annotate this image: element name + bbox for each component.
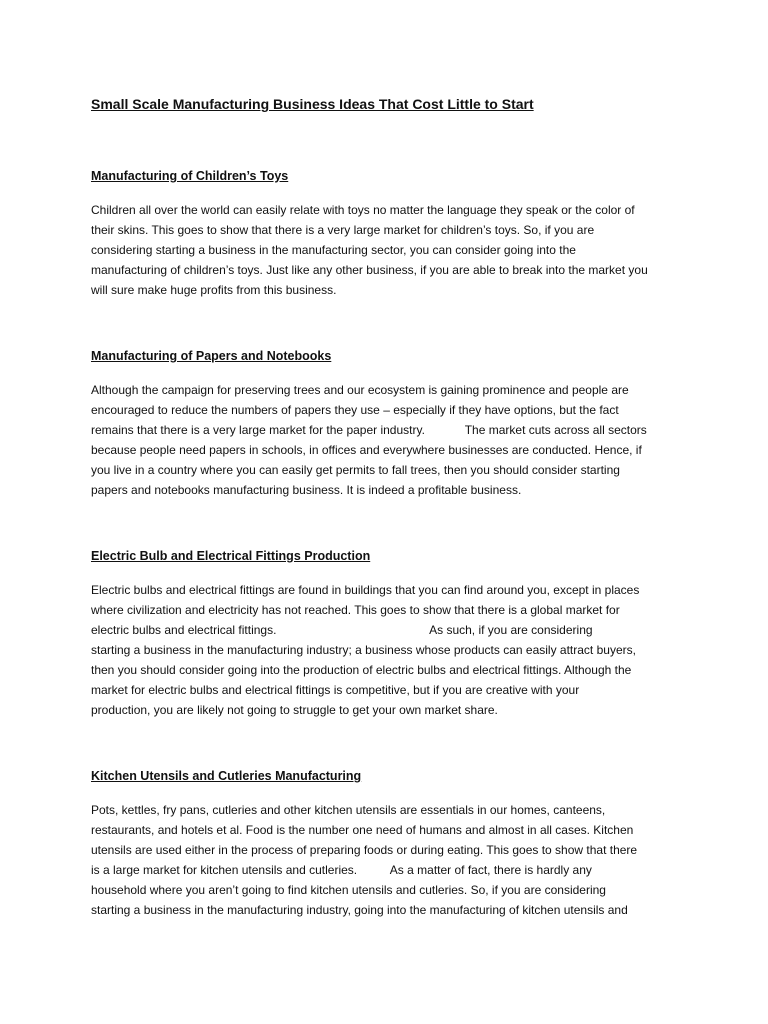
paragraph-line: Children all over the world can easily relate with toys no matter the language they speak or the color of	[91, 203, 635, 217]
paragraph-line: then you should consider going into the production of electric bulbs and electrical fittings. Although the	[91, 663, 632, 677]
section-paragraph-papers-notebooks	[91, 380, 731, 500]
section-heading-papers-notebooks: Manufacturing of Papers and Notebooks	[91, 349, 332, 363]
paragraph-line: utensils are used either in the process of preparing foods or during eating. This goes to show that there	[91, 843, 638, 857]
section-heading-kitchen-utensils: Kitchen Utensils and Cutleries Manufacturing	[91, 769, 362, 783]
paragraph-line: manufacturing of children’s toys. Just like any other business, if you are able to break into the market you	[91, 263, 648, 277]
paragraph-line: their skins. This goes to show that there is a very large market for children’s toys. So, if you are	[91, 223, 595, 237]
paragraph-line: Pots, kettles, fry pans, cutleries and other kitchen utensils are essentials in our homes, canteens,	[91, 803, 606, 817]
paragraph-line: is a large market for kitchen utensils and cutleries. As a matter of fact, there is hardly any	[91, 863, 592, 877]
paragraph-line: production, you are likely not going to struggle to get your own market share.	[91, 703, 498, 717]
paragraph-line: encouraged to reduce the numbers of papers they use – especially if they have options, but the fact	[91, 403, 619, 417]
document-title: Small Scale Manufacturing Business Ideas That Cost Little to Start	[91, 96, 534, 112]
paragraph-line: starting a business in the manufacturing industry, going into the manufacturing of kitchen utensils and	[91, 903, 628, 917]
paragraph-line: household where you aren’t going to find kitchen utensils and cutleries. So, if you are considering	[91, 883, 606, 897]
paragraph-line: will sure make huge profits from this business.	[91, 283, 337, 297]
paragraph-line: remains that there is a very large market for the paper industry. The market cuts across all sectors	[91, 423, 647, 437]
section-paragraph-electric-bulb	[91, 580, 731, 720]
section-paragraph-kitchen-utensils	[91, 800, 731, 920]
section-paragraph-childrens-toys	[91, 200, 731, 300]
paragraph-line: Although the campaign for preserving trees and our ecosystem is gaining prominence and people are	[91, 383, 629, 397]
paragraph-line: Electric bulbs and electrical fittings are found in buildings that you can find around you, except in places	[91, 583, 640, 597]
paragraph-line: papers and notebooks manufacturing business. It is indeed a profitable business.	[91, 483, 522, 497]
section-heading-childrens-toys: Manufacturing of Children’s Toys	[91, 169, 289, 183]
paragraph-line: restaurants, and hotels et al. Food is the number one need of humans and almost in all cases. Kitchen	[91, 823, 634, 837]
paragraph-line: considering starting a business in the manufacturing sector, you can consider going into the	[91, 243, 576, 257]
paragraph-line: you live in a country where you can easily get permits to fall trees, then you should consider starting	[91, 463, 620, 477]
paragraph-line: because people need papers in schools, in offices and everywhere businesses are conducted. Hence, if	[91, 443, 642, 457]
section-heading-electric-bulb: Electric Bulb and Electrical Fittings Production	[91, 549, 371, 563]
paragraph-line: market for electric bulbs and electrical fittings is competitive, but if you are creative with your	[91, 683, 580, 697]
paragraph-line: starting a business in the manufacturing industry; a business whose products can easily attract buyers,	[91, 643, 636, 657]
paragraph-line: electric bulbs and electrical fittings. As such, if you are considering	[91, 623, 593, 637]
paragraph-line: where civilization and electricity has not reached. This goes to show that there is a global market for	[91, 603, 620, 617]
